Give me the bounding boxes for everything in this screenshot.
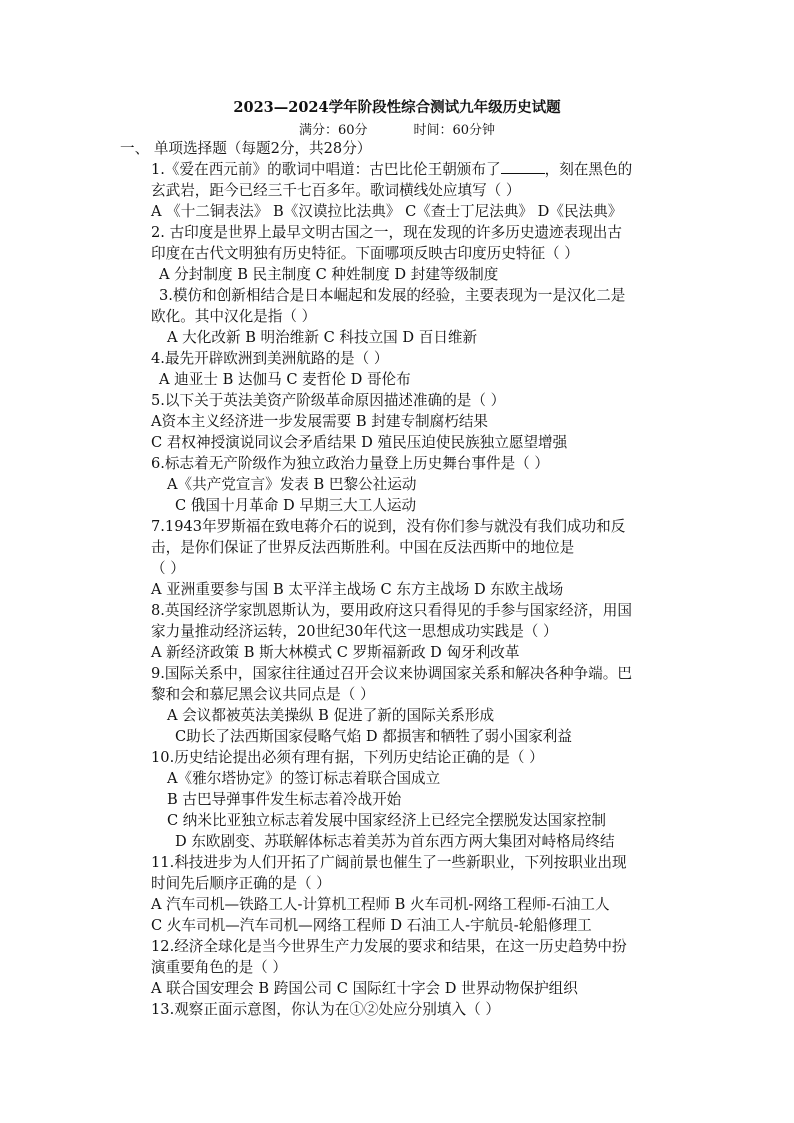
question-10-option-b: B 古巴导弹事件发生标志着冷战开始 xyxy=(167,791,402,808)
question-6-options-2: C 俄国十月革命 D 早期三大工人运动 xyxy=(175,497,417,514)
question-11-line-1: 11.科技进步为人们开拓了广阔前景也催生了一些新职业，下列按职业出现 xyxy=(151,854,627,871)
question-2-line-2: 印度在古代文明独有历史特征。下面哪项反映古印度历史特征（ ） xyxy=(151,245,579,262)
question-9-line-1: 9.国际关系中，国家往往通过召开会议来协调国家关系和解决各种争端。巴 xyxy=(151,665,632,682)
question-10-line-1: 10.历史结论提出必须有理有据，下列历史结论正确的是（ ） xyxy=(151,749,544,766)
question-6-options-1: A《共产党宣言》发表 B 巴黎公社运动 xyxy=(167,476,417,493)
question-10-option-c: C 纳米比亚独立标志着发展中国家经济上已经完全摆脱发达国家控制 xyxy=(167,812,607,829)
question-11-line-2: 时间先后顺序正确的是（ ） xyxy=(151,875,331,892)
question-10-option-d: D 东欧剧变、苏联解体标志着美苏为首东西方两大集团对峙格局终结 xyxy=(175,833,615,850)
question-7-line-2: 击，是你们保证了世界反法西斯胜利。中国在反法西斯中的地位是 xyxy=(151,539,575,556)
question-7-options: A 亚洲重要参与国 B 太平洋主战场 C 东方主战场 D 东欧主战场 xyxy=(151,581,564,598)
exam-title: 2023—2024学年阶段性综合测试九年级历史试题 xyxy=(233,99,561,116)
question-2-options: A 分封制度 B 民主制度 C 种姓制度 D 封建等级制度 xyxy=(159,266,499,283)
question-5-line-1: 5.以下关于英法美资产阶级革命原因描述准确的是（ ） xyxy=(151,392,506,409)
exam-time: 时间：60分钟 xyxy=(413,123,496,138)
question-4-line-1: 4.最先开辟欧洲到美洲航路的是（ ） xyxy=(151,350,389,367)
question-7-line-1: 7.1943年罗斯福在致电蒋介石的说到，没有你们参与就没有我们成功和反 xyxy=(151,518,626,535)
question-1-text-tail: ，刻在黑色的 xyxy=(544,161,633,178)
question-3-options: A 大化改新 B 明治维新 C 科技立国 D 百日维新 xyxy=(167,329,478,346)
question-5-options-1: A资本主义经济进一步发展需要 B 封建专制腐朽结果 xyxy=(151,413,489,430)
question-8-line-2: 家力量推动经济运转，20世纪30年代这一思想成功实践是（ ） xyxy=(151,623,558,640)
exam-meta xyxy=(0,119,794,138)
question-9-line-2: 黎和会和慕尼黑会议共同点是（ ） xyxy=(151,686,375,703)
question-4-options: A 迪亚士 B 达伽马 C 麦哲伦 D 哥伦布 xyxy=(159,371,411,388)
question-8-line-1: 8.英国经济学家凯恩斯认为，要用政府这只看得见的手参与国家经济，用国 xyxy=(151,602,632,619)
question-12-line-1: 12.经济全球化是当今世界生产力发展的要求和结果，在这一历史趋势中扮 xyxy=(151,938,627,955)
question-13-line-1: 13.观察正面示意图，你认为在①②处应分别填入（ ） xyxy=(151,1001,500,1018)
question-9-options-1: A 会议都被英法美操纵 B 促进了新的国际关系形成 xyxy=(167,707,495,724)
question-2-line-1: 2. 古印度是世界上最早文明古国之一，现在发现的许多历史遗迹表现出古 xyxy=(151,224,622,241)
question-6-line-1: 6.标志着无产阶级作为独立政治力量登上历史舞台事件是（ ） xyxy=(151,455,550,472)
question-12-line-2: 演重要角色的是（ ） xyxy=(151,959,287,976)
question-1-line-2: 玄武岩，距今已经三千七百多年。歌词横线处应填写（ ） xyxy=(151,182,521,199)
question-1-text: 1.《爱在西元前》的歌词中唱道：古巴比伦王朝颁布了 xyxy=(151,161,501,178)
answer-blank xyxy=(501,160,545,174)
question-12-options: A 联合国安理会 B 跨国公司 C 国际红十字会 D 世界动物保护组织 xyxy=(151,980,578,997)
question-1-options: A 《十二铜表法》 B《汉谟拉比法典》 C《查士丁尼法典》 D《民法典》 xyxy=(151,203,623,220)
full-marks: 满分：60分 xyxy=(298,123,368,138)
question-3-line-2: 欧化。其中汉化是指（ ） xyxy=(151,308,317,325)
question-5-options-2: C 君权神授演说同议会矛盾结果 D 殖民压迫使民族独立愿望增强 xyxy=(151,434,568,451)
question-7-line-3: （ ） xyxy=(151,560,185,577)
question-9-options-2: C助长了法西斯国家侵略气焰 D 都损害和牺牲了弱小国家利益 xyxy=(175,728,572,745)
section-heading: 一、 单项选择题（每题2分，共28分） xyxy=(120,140,372,157)
question-11-options-1: A 汽车司机—铁路工人-计算机工程师 B 火车司机-网络工程师-石油工人 xyxy=(151,896,610,913)
question-10-option-a: A《雅尔塔协定》的签订标志着联合国成立 xyxy=(167,770,441,787)
question-1-line-1 xyxy=(151,159,632,180)
question-8-options: A 新经济政策 B 斯大林模式 C 罗斯福新政 D 匈牙利改革 xyxy=(151,644,520,661)
question-3-line-1: 3.模仿和创新相结合是日本崛起和发展的经验，主要表现为一是汉化二是 xyxy=(159,287,626,304)
question-11-options-2: C 火车司机—汽车司机—网络工程师 D 石油工人-宇航员-轮船修理工 xyxy=(151,917,592,934)
